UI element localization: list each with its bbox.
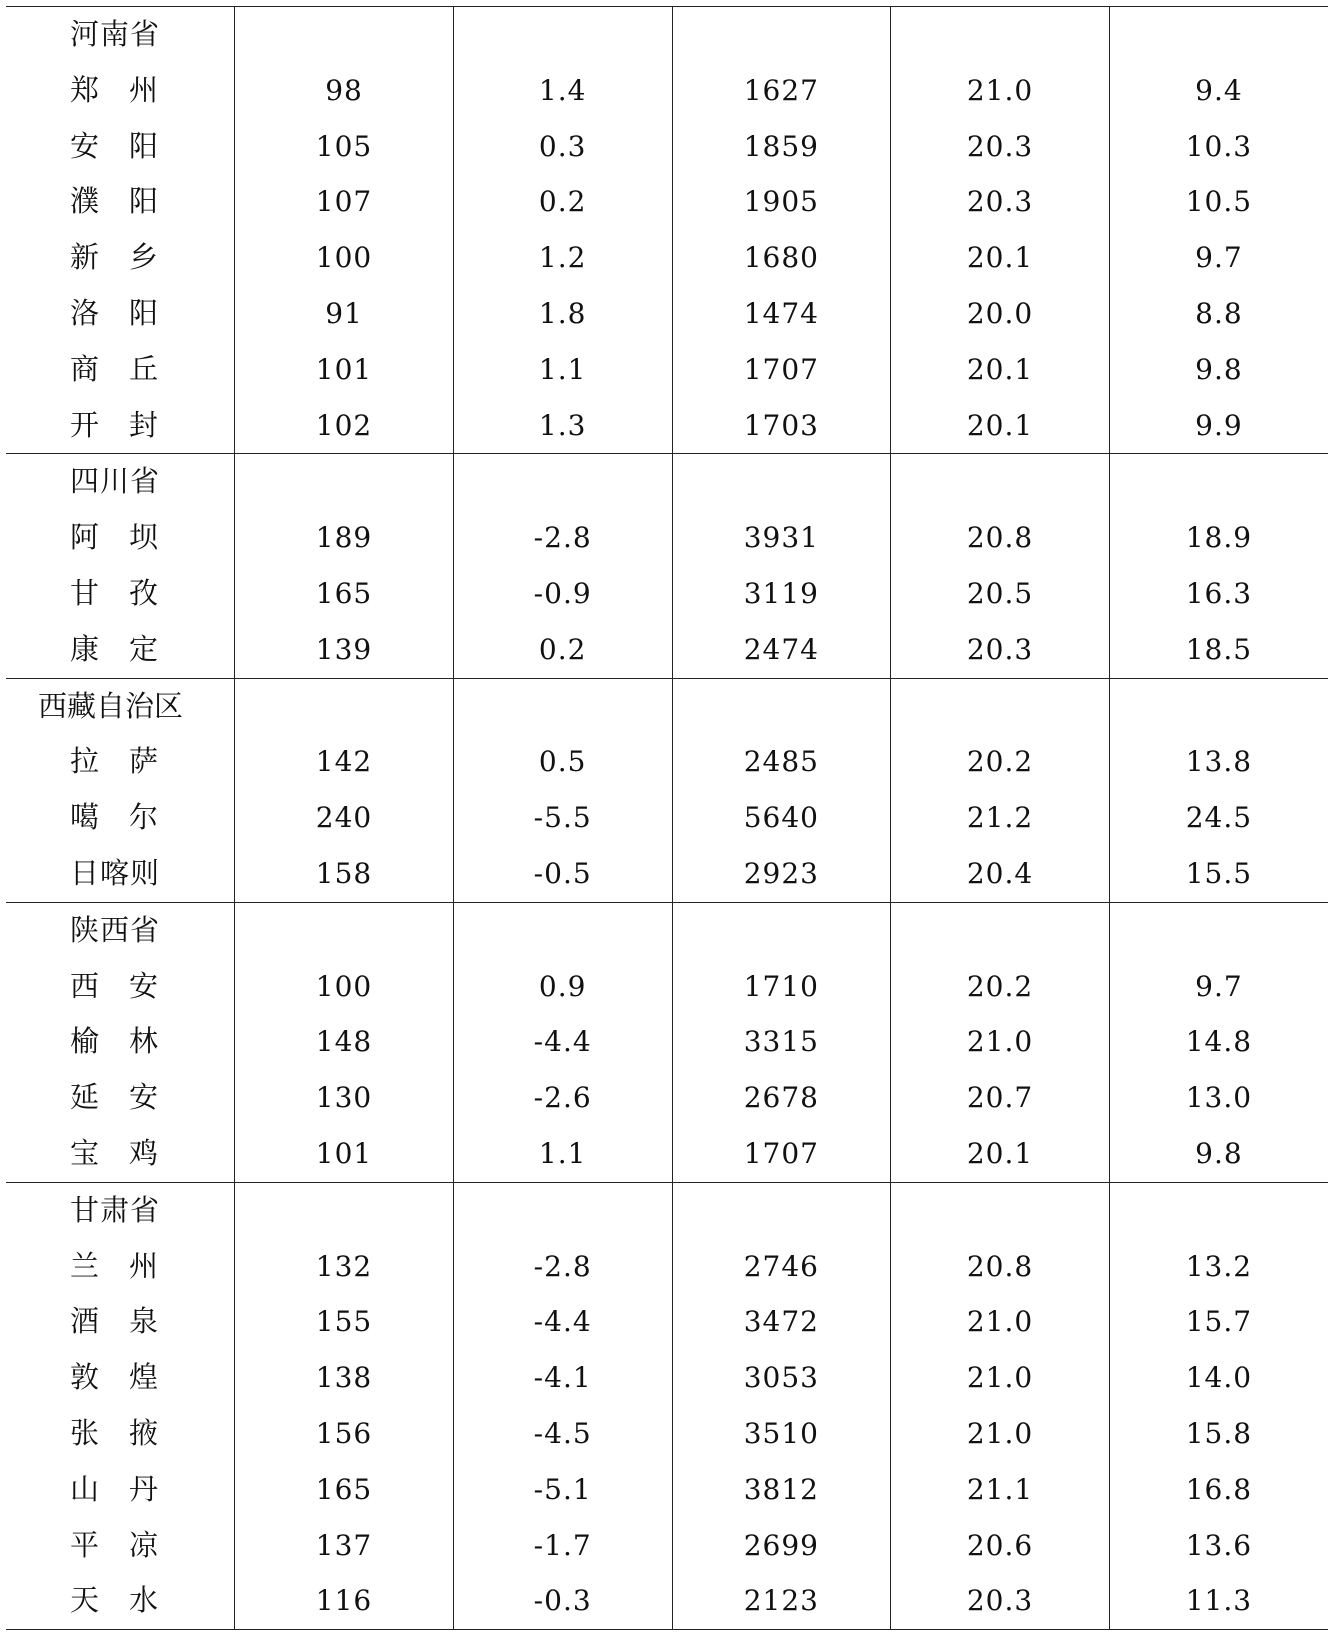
value-cell: 189: [235, 510, 454, 566]
value-cell: 8.8: [1109, 286, 1328, 342]
value-cell: 1.4: [453, 63, 672, 119]
city-name-char: 噶: [70, 800, 100, 835]
city-name: [6, 1406, 235, 1462]
empty-cell: [453, 902, 672, 958]
value-cell: 20.4: [891, 846, 1110, 902]
empty-cell: [672, 454, 891, 510]
value-cell: -4.5: [453, 1406, 672, 1462]
city-name: [6, 63, 235, 119]
city-name-char: 孜: [129, 575, 159, 610]
city-name-char: 州: [129, 1248, 159, 1283]
table-row: [6, 1406, 1328, 1462]
province-row: [6, 7, 1328, 63]
value-cell: 21.0: [891, 1014, 1110, 1070]
city-name-char: 商: [70, 351, 100, 386]
table-row: [6, 398, 1328, 454]
value-cell: 240: [235, 790, 454, 846]
province-name: 四川省: [70, 464, 161, 499]
city-name-char: 兰: [70, 1248, 100, 1283]
table-row: [6, 1462, 1328, 1518]
value-cell: 1905: [672, 174, 891, 230]
table-row: [6, 959, 1328, 1015]
value-cell: -2.6: [453, 1070, 672, 1126]
city-name: [6, 342, 235, 398]
value-cell: 10.5: [1109, 174, 1328, 230]
value-cell: 102: [235, 398, 454, 454]
city-name: [6, 119, 235, 175]
value-cell: -2.8: [453, 1239, 672, 1295]
city-name: [6, 398, 235, 454]
empty-cell: [891, 678, 1110, 734]
value-cell: 2474: [672, 622, 891, 678]
value-cell: -0.3: [453, 1573, 672, 1629]
value-cell: 142: [235, 734, 454, 790]
empty-cell: [235, 454, 454, 510]
city-name: 日喀则: [70, 855, 161, 890]
value-cell: 0.3: [453, 119, 672, 175]
city-name-char: 平: [70, 1527, 100, 1562]
value-cell: 11.3: [1109, 1573, 1328, 1629]
value-cell: 158: [235, 846, 454, 902]
value-cell: 18.9: [1109, 510, 1328, 566]
value-cell: 20.5: [891, 566, 1110, 622]
value-cell: 21.2: [891, 790, 1110, 846]
table-row: [6, 734, 1328, 790]
table-row: [6, 1070, 1328, 1126]
value-cell: 21.0: [891, 1406, 1110, 1462]
city-name-char: 张: [70, 1415, 100, 1450]
value-cell: 0.5: [453, 734, 672, 790]
value-cell: 91: [235, 286, 454, 342]
value-cell: 21.0: [891, 1350, 1110, 1406]
value-cell: 148: [235, 1014, 454, 1070]
value-cell: 2746: [672, 1239, 891, 1295]
table-row: [6, 230, 1328, 286]
city-name: [6, 510, 235, 566]
empty-cell: [891, 902, 1110, 958]
value-cell: 13.2: [1109, 1239, 1328, 1295]
value-cell: 20.8: [891, 510, 1110, 566]
value-cell: 20.0: [891, 286, 1110, 342]
table-row: [6, 510, 1328, 566]
province-row: [6, 902, 1328, 958]
city-name-char: 丹: [129, 1471, 159, 1506]
value-cell: 2123: [672, 1573, 891, 1629]
city-name: [6, 174, 235, 230]
value-cell: 1703: [672, 398, 891, 454]
empty-cell: [672, 7, 891, 63]
city-name-char: 煌: [129, 1360, 159, 1395]
table-row: [6, 1573, 1328, 1629]
city-name-char: 丘: [129, 351, 159, 386]
empty-cell: [891, 454, 1110, 510]
value-cell: 165: [235, 1462, 454, 1518]
empty-cell: [453, 1182, 672, 1238]
value-cell: 101: [235, 342, 454, 398]
value-cell: 1680: [672, 230, 891, 286]
empty-cell: [672, 1182, 891, 1238]
empty-cell: [235, 902, 454, 958]
value-cell: 156: [235, 1406, 454, 1462]
value-cell: 20.8: [891, 1239, 1110, 1295]
table-row: [6, 174, 1328, 230]
table-row: [6, 342, 1328, 398]
city-name-char: 水: [129, 1583, 159, 1618]
city-name-char: 掖: [129, 1415, 159, 1450]
value-cell: -5.5: [453, 790, 672, 846]
city-name: [6, 1573, 235, 1629]
value-cell: 155: [235, 1294, 454, 1350]
value-cell: 9.4: [1109, 63, 1328, 119]
value-cell: 98: [235, 63, 454, 119]
empty-cell: [1109, 678, 1328, 734]
value-cell: 10.3: [1109, 119, 1328, 175]
table-row: [6, 1350, 1328, 1406]
city-name-char: 山: [70, 1471, 100, 1506]
city-name-char: 安: [70, 128, 100, 163]
value-cell: 24.5: [1109, 790, 1328, 846]
city-name-char: 洛: [70, 295, 100, 330]
value-cell: 130: [235, 1070, 454, 1126]
empty-cell: [453, 454, 672, 510]
city-name: [6, 1126, 235, 1182]
value-cell: 3315: [672, 1014, 891, 1070]
value-cell: 13.0: [1109, 1070, 1328, 1126]
value-cell: 20.2: [891, 959, 1110, 1015]
value-cell: 9.9: [1109, 398, 1328, 454]
value-cell: 0.2: [453, 174, 672, 230]
value-cell: 20.3: [891, 174, 1110, 230]
value-cell: 20.1: [891, 230, 1110, 286]
data-table: [6, 6, 1328, 1630]
value-cell: 20.7: [891, 1070, 1110, 1126]
value-cell: 137: [235, 1518, 454, 1574]
empty-cell: [235, 7, 454, 63]
value-cell: 20.3: [891, 119, 1110, 175]
value-cell: 100: [235, 959, 454, 1015]
city-name: [6, 566, 235, 622]
value-cell: 138: [235, 1350, 454, 1406]
value-cell: 139: [235, 622, 454, 678]
value-cell: 3510: [672, 1406, 891, 1462]
value-cell: 9.7: [1109, 230, 1328, 286]
city-name-char: 州: [129, 72, 159, 107]
value-cell: 1.1: [453, 1126, 672, 1182]
value-cell: 16.8: [1109, 1462, 1328, 1518]
value-cell: 20.1: [891, 342, 1110, 398]
province-name: 西藏自治区: [38, 688, 184, 723]
city-name-char: 阳: [129, 184, 159, 219]
table-row: [6, 1294, 1328, 1350]
province-group: [6, 902, 1328, 1182]
city-name: [6, 734, 235, 790]
city-name: [6, 1070, 235, 1126]
value-cell: 20.6: [891, 1518, 1110, 1574]
province-name: 甘肃省: [70, 1192, 161, 1227]
value-cell: 3931: [672, 510, 891, 566]
province-name: 河南省: [70, 17, 161, 51]
value-cell: 20.2: [891, 734, 1110, 790]
value-cell: -4.1: [453, 1350, 672, 1406]
table-row: [6, 1239, 1328, 1295]
value-cell: -0.5: [453, 846, 672, 902]
value-cell: 20.3: [891, 1573, 1110, 1629]
value-cell: 165: [235, 566, 454, 622]
city-name-char: 康: [70, 631, 100, 666]
value-cell: 15.8: [1109, 1406, 1328, 1462]
city-name-char: 阿: [70, 520, 100, 555]
value-cell: 3812: [672, 1462, 891, 1518]
empty-cell: [891, 7, 1110, 63]
value-cell: -2.8: [453, 510, 672, 566]
value-cell: 2678: [672, 1070, 891, 1126]
value-cell: 9.7: [1109, 959, 1328, 1015]
value-cell: 0.2: [453, 622, 672, 678]
city-name-char: 阳: [129, 295, 159, 330]
value-cell: 20.1: [891, 398, 1110, 454]
province-group: [6, 678, 1328, 902]
city-name-char: 宝: [70, 1135, 100, 1170]
city-name-char: 天: [70, 1583, 100, 1618]
value-cell: 21.0: [891, 63, 1110, 119]
empty-cell: [891, 1182, 1110, 1238]
empty-cell: [453, 7, 672, 63]
province-name: 陕西省: [70, 912, 161, 947]
empty-cell: [235, 678, 454, 734]
empty-cell: [1109, 902, 1328, 958]
city-name: [6, 790, 235, 846]
table-row: [6, 1126, 1328, 1182]
city-name-char: 萨: [129, 744, 159, 779]
city-name: [6, 1350, 235, 1406]
table-row: [6, 119, 1328, 175]
value-cell: 1.2: [453, 230, 672, 286]
value-cell: 1.3: [453, 398, 672, 454]
city-name-char: 濮: [70, 184, 100, 219]
value-cell: 2485: [672, 734, 891, 790]
province-group: [6, 454, 1328, 678]
city-name-char: 郑: [70, 72, 100, 107]
value-cell: 1710: [672, 959, 891, 1015]
empty-cell: [1109, 1182, 1328, 1238]
value-cell: 20.3: [891, 622, 1110, 678]
city-name-char: 榆: [70, 1024, 100, 1059]
value-cell: -0.9: [453, 566, 672, 622]
table-row: [6, 846, 1328, 902]
city-name-char: 新: [70, 240, 100, 275]
value-cell: 13.6: [1109, 1518, 1328, 1574]
value-cell: 21.1: [891, 1462, 1110, 1518]
value-cell: 3053: [672, 1350, 891, 1406]
value-cell: 16.3: [1109, 566, 1328, 622]
city-name-char: 定: [129, 631, 159, 666]
value-cell: -1.7: [453, 1518, 672, 1574]
city-name-char: 乡: [129, 240, 159, 275]
city-name-char: 尔: [129, 800, 159, 835]
value-cell: 100: [235, 230, 454, 286]
province-row: [6, 678, 1328, 734]
province-row: [6, 454, 1328, 510]
city-name-char: 酒: [70, 1304, 100, 1339]
city-name-char: 安: [129, 968, 159, 1003]
value-cell: 9.8: [1109, 342, 1328, 398]
value-cell: 101: [235, 1126, 454, 1182]
city-name: [6, 230, 235, 286]
table-row: [6, 790, 1328, 846]
city-name: [6, 622, 235, 678]
table-row: [6, 1014, 1328, 1070]
empty-cell: [1109, 454, 1328, 510]
city-name-char: 拉: [70, 744, 100, 779]
value-cell: 1.8: [453, 286, 672, 342]
value-cell: 5640: [672, 790, 891, 846]
city-name-char: 延: [70, 1080, 100, 1115]
value-cell: 1.1: [453, 342, 672, 398]
value-cell: 3119: [672, 566, 891, 622]
value-cell: 1627: [672, 63, 891, 119]
city-name-char: 甘: [70, 575, 100, 610]
city-name-char: 泉: [129, 1304, 159, 1339]
city-name-char: 鸡: [129, 1135, 159, 1170]
table-row: [6, 286, 1328, 342]
value-cell: 13.8: [1109, 734, 1328, 790]
empty-cell: [1109, 7, 1328, 63]
value-cell: 1859: [672, 119, 891, 175]
table-row: [6, 1518, 1328, 1574]
value-cell: -4.4: [453, 1294, 672, 1350]
empty-cell: [672, 902, 891, 958]
value-cell: 116: [235, 1573, 454, 1629]
value-cell: 1707: [672, 342, 891, 398]
city-name: [6, 1239, 235, 1295]
value-cell: 2923: [672, 846, 891, 902]
city-name-char: 封: [129, 407, 159, 442]
value-cell: 14.8: [1109, 1014, 1328, 1070]
value-cell: 15.7: [1109, 1294, 1328, 1350]
city-name: [6, 1014, 235, 1070]
value-cell: 20.1: [891, 1126, 1110, 1182]
value-cell: -4.4: [453, 1014, 672, 1070]
province-group: [6, 7, 1328, 454]
city-name: [6, 959, 235, 1015]
empty-cell: [235, 1182, 454, 1238]
city-name-char: 敦: [70, 1360, 100, 1395]
value-cell: 107: [235, 174, 454, 230]
city-name: [6, 1462, 235, 1518]
city-name-char: 西: [70, 968, 100, 1003]
value-cell: 2699: [672, 1518, 891, 1574]
city-name-char: 阳: [129, 128, 159, 163]
value-cell: 105: [235, 119, 454, 175]
city-name: [6, 286, 235, 342]
value-cell: 1474: [672, 286, 891, 342]
empty-cell: [672, 678, 891, 734]
value-cell: 3472: [672, 1294, 891, 1350]
empty-cell: [453, 678, 672, 734]
city-name-char: 林: [129, 1024, 159, 1059]
table-row: [6, 63, 1328, 119]
value-cell: 18.5: [1109, 622, 1328, 678]
city-name: [6, 1294, 235, 1350]
city-name-char: 坝: [129, 520, 159, 555]
value-cell: -5.1: [453, 1462, 672, 1518]
value-cell: 14.0: [1109, 1350, 1328, 1406]
table-row: [6, 566, 1328, 622]
value-cell: 0.9: [453, 959, 672, 1015]
value-cell: 15.5: [1109, 846, 1328, 902]
city-name-char: 安: [129, 1080, 159, 1115]
value-cell: 1707: [672, 1126, 891, 1182]
province-group: [6, 1182, 1328, 1629]
table-row: [6, 622, 1328, 678]
value-cell: 9.8: [1109, 1126, 1328, 1182]
value-cell: 21.0: [891, 1294, 1110, 1350]
city-name: [6, 1518, 235, 1574]
value-cell: 132: [235, 1239, 454, 1295]
city-name-char: 凉: [129, 1527, 159, 1562]
city-name-char: 开: [70, 407, 100, 442]
province-row: [6, 1182, 1328, 1238]
